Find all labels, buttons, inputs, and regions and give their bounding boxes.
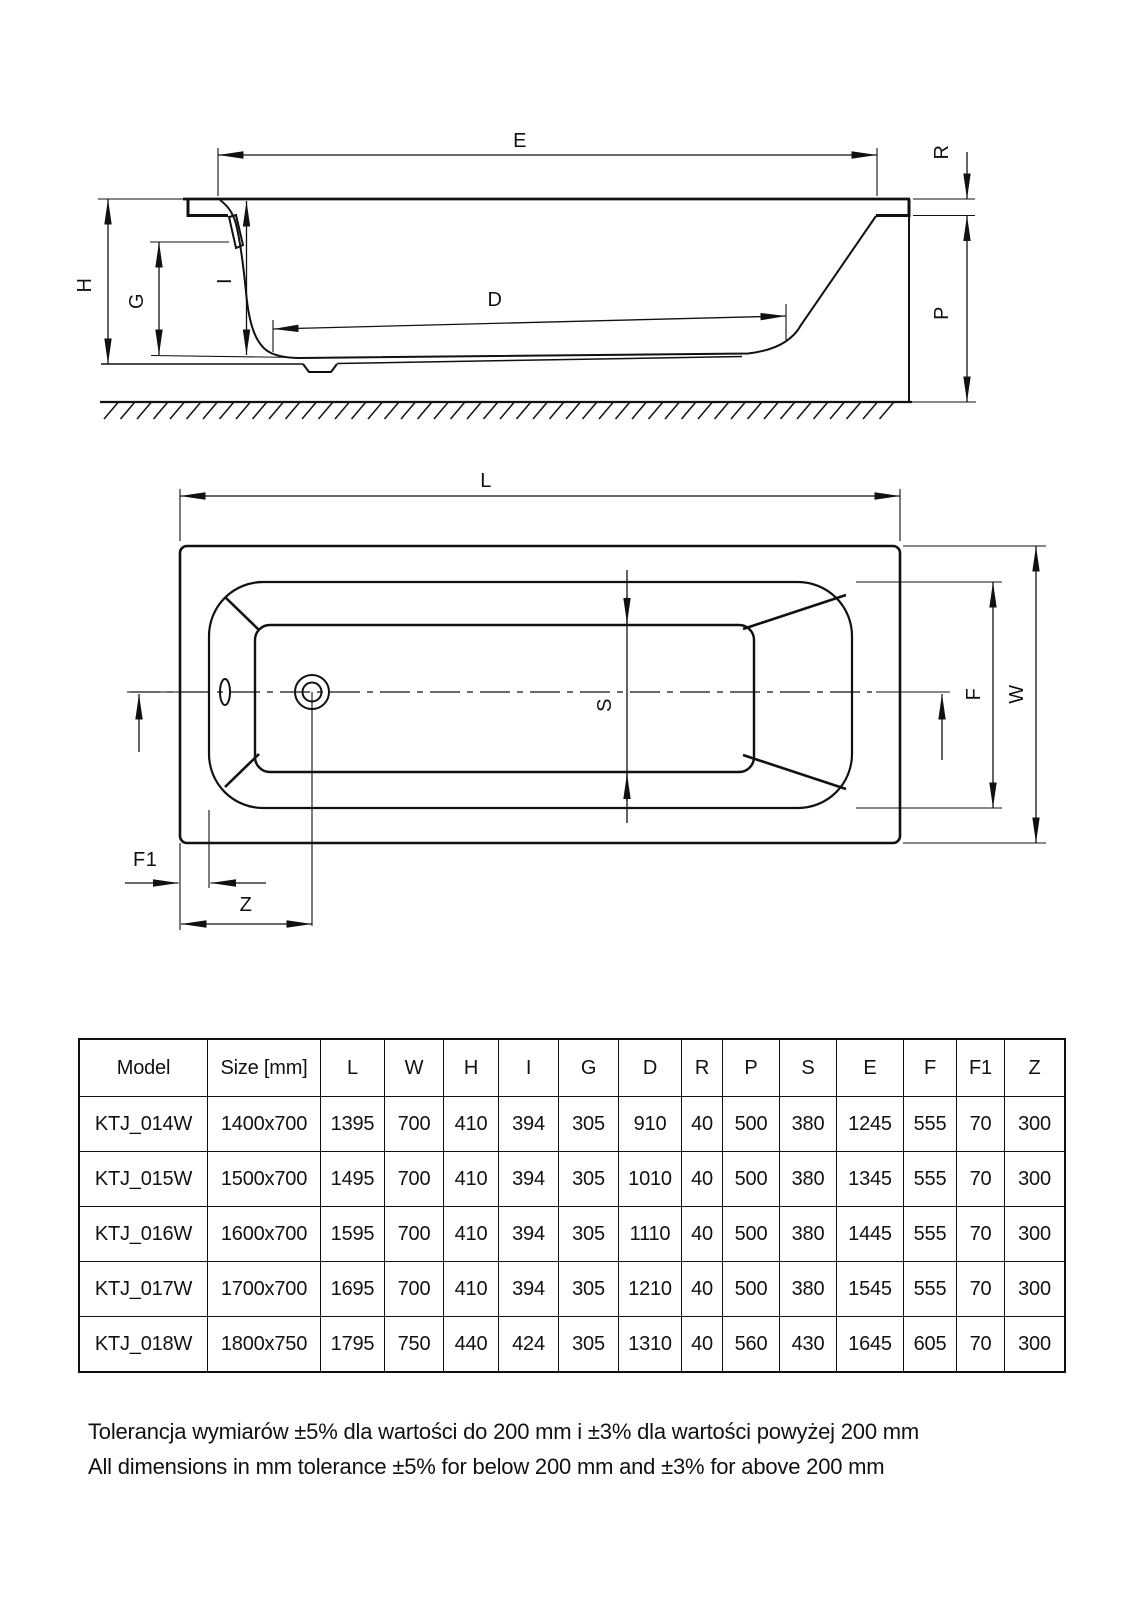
table-cell: 305 bbox=[559, 1262, 619, 1317]
corner-diagonal bbox=[225, 597, 259, 630]
dim-label-W: W bbox=[1006, 684, 1028, 704]
column-header: Z bbox=[1005, 1039, 1066, 1097]
ground-hatching bbox=[104, 403, 894, 420]
table-cell: 300 bbox=[1005, 1262, 1066, 1317]
tolerance-notes bbox=[88, 1414, 919, 1484]
drain-foot bbox=[303, 364, 337, 372]
dim-line-D bbox=[273, 316, 786, 329]
table-cell: 1800x750 bbox=[208, 1317, 321, 1373]
table-cell: 40 bbox=[682, 1317, 723, 1373]
dim-label-S: S bbox=[594, 698, 616, 712]
column-header: D bbox=[619, 1039, 682, 1097]
table-cell: 700 bbox=[385, 1207, 444, 1262]
dim-label-P: P bbox=[931, 306, 953, 320]
table-row bbox=[79, 1207, 1065, 1262]
corner-diagonal bbox=[225, 754, 259, 787]
dim-label-G: G bbox=[126, 292, 148, 310]
table-cell: 1445 bbox=[837, 1207, 904, 1262]
top-view-labels bbox=[133, 470, 1028, 916]
overflow-mark bbox=[229, 215, 243, 248]
table-cell: KTJ_014W bbox=[79, 1097, 208, 1152]
table-cell: 1600x700 bbox=[208, 1207, 321, 1262]
table-cell: 1695 bbox=[321, 1262, 385, 1317]
table-cell: 1245 bbox=[837, 1097, 904, 1152]
table-cell: 500 bbox=[723, 1097, 780, 1152]
table-cell: 70 bbox=[957, 1262, 1005, 1317]
column-header: Size [mm] bbox=[208, 1039, 321, 1097]
corner-diagonal bbox=[743, 755, 846, 789]
table-cell: 394 bbox=[499, 1097, 559, 1152]
tub-interior-profile bbox=[220, 200, 876, 358]
table-cell: 70 bbox=[957, 1207, 1005, 1262]
table-cell: 305 bbox=[559, 1152, 619, 1207]
table-cell: 500 bbox=[723, 1152, 780, 1207]
table-cell: 1110 bbox=[619, 1207, 682, 1262]
table-cell: 380 bbox=[780, 1207, 837, 1262]
floor-outline bbox=[255, 625, 754, 772]
table-cell: 1395 bbox=[321, 1097, 385, 1152]
table-cell: 1345 bbox=[837, 1152, 904, 1207]
table-cell: 410 bbox=[444, 1262, 499, 1317]
table-cell: 555 bbox=[904, 1262, 957, 1317]
table-cell: 300 bbox=[1005, 1207, 1066, 1262]
column-header: E bbox=[837, 1039, 904, 1097]
table-cell: 380 bbox=[780, 1262, 837, 1317]
column-header: I bbox=[499, 1039, 559, 1097]
table-cell: 1210 bbox=[619, 1262, 682, 1317]
table-cell: 300 bbox=[1005, 1152, 1066, 1207]
table-cell: 305 bbox=[559, 1317, 619, 1373]
table-cell: 1400x700 bbox=[208, 1097, 321, 1152]
table-cell: 394 bbox=[499, 1262, 559, 1317]
table-cell: 380 bbox=[780, 1152, 837, 1207]
table-cell: KTJ_016W bbox=[79, 1207, 208, 1262]
table-cell: 1495 bbox=[321, 1152, 385, 1207]
table-cell: 300 bbox=[1005, 1097, 1066, 1152]
table-cell: 700 bbox=[385, 1262, 444, 1317]
table-cell: 1500x700 bbox=[208, 1152, 321, 1207]
table-cell: 1310 bbox=[619, 1317, 682, 1373]
side-view-labels bbox=[74, 130, 953, 320]
column-header: G bbox=[559, 1039, 619, 1097]
table-cell: 440 bbox=[444, 1317, 499, 1373]
table-cell: 555 bbox=[904, 1207, 957, 1262]
table-cell: 410 bbox=[444, 1152, 499, 1207]
table-row bbox=[79, 1317, 1065, 1373]
tolerance-note-pl: Tolerancja wymiarów ±5% dla wartości do 200 mm i ±3% dla wartości powyżej 200 mm bbox=[88, 1419, 920, 1444]
table-cell: 305 bbox=[559, 1097, 619, 1152]
column-header: L bbox=[321, 1039, 385, 1097]
table-cell: 394 bbox=[499, 1152, 559, 1207]
table-cell: KTJ_018W bbox=[79, 1317, 208, 1373]
table-cell: 70 bbox=[957, 1317, 1005, 1373]
table-header bbox=[79, 1039, 1065, 1097]
inner-rim-outline bbox=[209, 582, 852, 808]
table-cell: 1795 bbox=[321, 1317, 385, 1373]
table-cell: 40 bbox=[682, 1097, 723, 1152]
table-cell: 70 bbox=[957, 1152, 1005, 1207]
column-header: S bbox=[780, 1039, 837, 1097]
table-cell: 500 bbox=[723, 1207, 780, 1262]
table-cell: 300 bbox=[1005, 1317, 1066, 1373]
column-header: R bbox=[682, 1039, 723, 1097]
dim-label-Z: Z bbox=[239, 894, 253, 916]
table-cell: 40 bbox=[682, 1262, 723, 1317]
column-header: P bbox=[723, 1039, 780, 1097]
table-cell: 430 bbox=[780, 1317, 837, 1373]
column-header: F1 bbox=[957, 1039, 1005, 1097]
table-cell: 1010 bbox=[619, 1152, 682, 1207]
table-row bbox=[79, 1152, 1065, 1207]
table-cell: 410 bbox=[444, 1207, 499, 1262]
table-cell: KTJ_017W bbox=[79, 1262, 208, 1317]
dimensions-table bbox=[78, 1038, 1066, 1373]
dim-label-F: F bbox=[963, 687, 985, 701]
table-cell: 555 bbox=[904, 1097, 957, 1152]
column-header: Model bbox=[79, 1039, 208, 1097]
table-cell: 605 bbox=[904, 1317, 957, 1373]
table-cell: 555 bbox=[904, 1152, 957, 1207]
table-cell: 394 bbox=[499, 1207, 559, 1262]
table-cell: 1595 bbox=[321, 1207, 385, 1262]
dim-label-H: H bbox=[74, 277, 96, 293]
table-cell: 424 bbox=[499, 1317, 559, 1373]
table-cell: 1545 bbox=[837, 1262, 904, 1317]
table-cell: 40 bbox=[682, 1152, 723, 1207]
dim-label-D: D bbox=[487, 289, 503, 311]
dim-label-L: L bbox=[480, 470, 492, 492]
column-header: H bbox=[444, 1039, 499, 1097]
corner-diagonal bbox=[743, 595, 846, 629]
column-header: W bbox=[385, 1039, 444, 1097]
table-row bbox=[79, 1097, 1065, 1152]
top-view bbox=[125, 489, 1046, 930]
outer-rim-outline bbox=[180, 546, 900, 843]
dim-label-R: R bbox=[931, 144, 953, 160]
table-cell: 700 bbox=[385, 1152, 444, 1207]
table-cell: 305 bbox=[559, 1207, 619, 1262]
table-cell: 410 bbox=[444, 1097, 499, 1152]
table-cell: 500 bbox=[723, 1262, 780, 1317]
table-row bbox=[79, 1262, 1065, 1317]
table-cell: 560 bbox=[723, 1317, 780, 1373]
table-cell: 1700x700 bbox=[208, 1262, 321, 1317]
table-cell: 380 bbox=[780, 1097, 837, 1152]
dim-label-I: I bbox=[214, 277, 236, 285]
right-rim-lip bbox=[876, 199, 909, 216]
table-cell: 40 bbox=[682, 1207, 723, 1262]
table-cell: KTJ_015W bbox=[79, 1152, 208, 1207]
table-cell: 910 bbox=[619, 1097, 682, 1152]
table-cell: 70 bbox=[957, 1097, 1005, 1152]
dim-label-F1: F1 bbox=[133, 849, 158, 871]
table-cell: 700 bbox=[385, 1097, 444, 1152]
table-cell: 750 bbox=[385, 1317, 444, 1373]
column-header: F bbox=[904, 1039, 957, 1097]
dim-label-E: E bbox=[513, 130, 527, 152]
table-cell: 1645 bbox=[837, 1317, 904, 1373]
tolerance-note-en: All dimensions in mm tolerance ±5% for below 200 mm and ±3% for above 200 mm bbox=[88, 1454, 885, 1479]
